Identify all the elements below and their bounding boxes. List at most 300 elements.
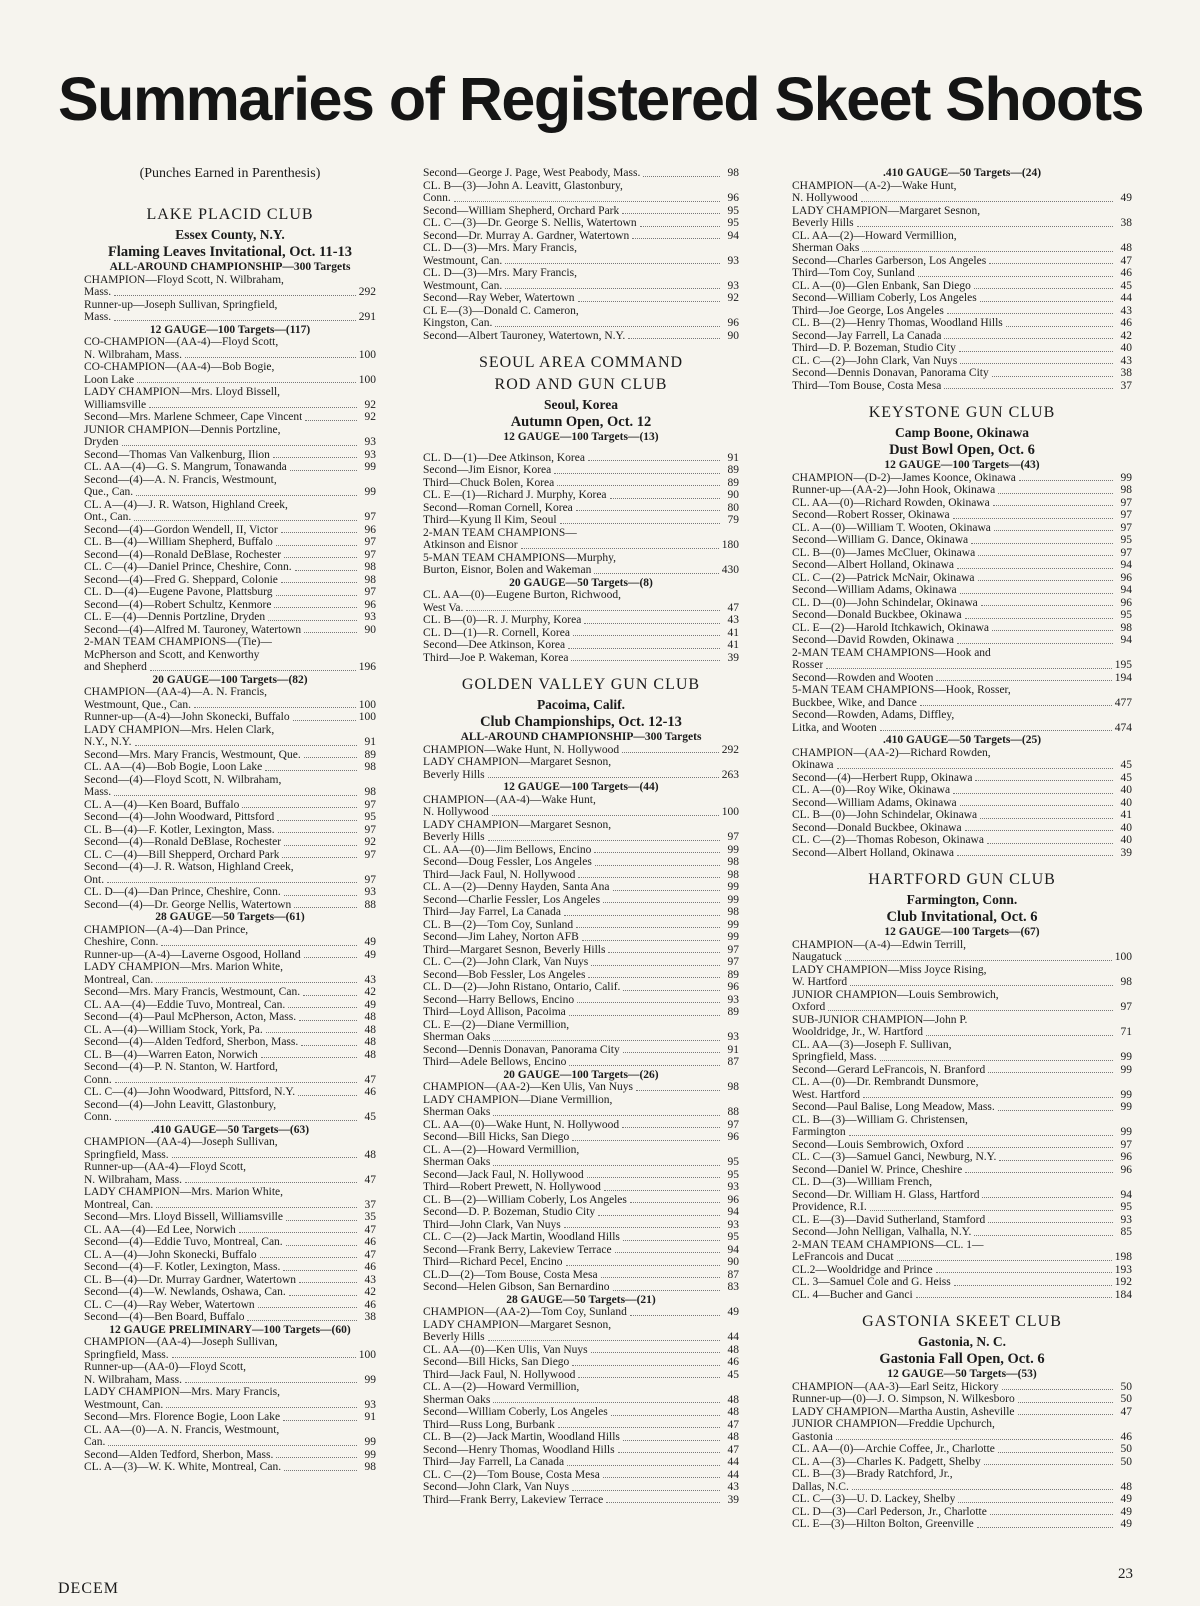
event-heading: .410 GAUGE—50 Targets—(24) (882, 167, 1042, 179)
club-name: GOLDEN VALLEY GUN CLUB (461, 676, 701, 693)
result-text: CL. D—(3)—Mrs. Mary Francis, (423, 267, 577, 279)
result-row (792, 305, 1132, 318)
result-text: LeFrancois and Ducat (792, 1251, 894, 1263)
score: 96 (1120, 1151, 1132, 1163)
result-text: N. Wilbraham, Mass. (84, 1173, 183, 1186)
dot-leader (305, 420, 357, 421)
result-row (84, 561, 376, 574)
result-text: Second—Bob Fessler, Los Angeles (423, 968, 586, 981)
result-text: CL. C—(2)—John Clark, Van Nuys (792, 354, 958, 367)
result-text: Second—(4)—Robert Schultz, Kenmore (84, 598, 272, 611)
dot-leader (897, 1260, 1112, 1261)
result-text: Ont., Can. (84, 511, 132, 523)
dot-leader (114, 295, 356, 296)
score: 97 (727, 943, 739, 956)
result-row (423, 806, 739, 819)
dot-leader (953, 518, 1113, 519)
result-row (423, 869, 739, 882)
score: 99 (727, 931, 739, 943)
result-row (792, 951, 1132, 964)
dot-leader (623, 1240, 720, 1241)
page-number: 23 (1118, 1566, 1133, 1582)
result-text: Third—Margaret Sesnon, Beverly Hills (423, 943, 606, 956)
score: 97 (1120, 509, 1132, 521)
score: 93 (364, 611, 376, 623)
score: 45 (364, 1111, 376, 1123)
result-text: LADY CHAMPION—Mrs. Lloyd Bissell, (84, 386, 281, 398)
dot-leader (936, 680, 1111, 681)
score: 292 (358, 286, 376, 298)
dot-leader (576, 510, 720, 511)
result-row (792, 659, 1132, 672)
result-row (423, 831, 739, 844)
score: 96 (727, 1131, 739, 1143)
result-text: Second—Jim Lahey, Norton AFB (423, 931, 579, 943)
result-text: and Shepherd (84, 661, 147, 673)
result-text: Second—David Rowden, Okinawa (792, 634, 954, 646)
dot-leader (606, 1502, 720, 1503)
result-text: CL. AA—(2)—Howard Vermillion, (792, 229, 957, 242)
result-text: Second—(4)—Eddie Tuvo, Montreal, Can. (84, 1236, 283, 1248)
shoot-title: Autumn Open, Oct. 12 (510, 414, 652, 430)
score: 42 (364, 1286, 376, 1298)
score: 49 (727, 1306, 739, 1318)
dot-leader (643, 176, 720, 177)
result-text: CL. C—(3)—U. D. Lackey, Shelby (792, 1493, 956, 1505)
score: 94 (1120, 1188, 1132, 1201)
dot-leader (505, 263, 720, 264)
result-text: CL. E—(3)—David Sutherland, Stamford (792, 1213, 986, 1226)
result-row (84, 1036, 376, 1049)
result-text: 2-MAN TEAM CHAMPIONS—CL. 1— (792, 1238, 984, 1251)
event-heading: 12 GAUGE—100 Targets—(117) (149, 323, 311, 336)
result-row (792, 1051, 1132, 1064)
result-row (423, 1356, 739, 1369)
dot-leader (918, 276, 1113, 277)
result-row (792, 847, 1132, 860)
result-text: Second—Charles Garberson, Los Angeles (792, 254, 987, 267)
result-text: Second—(4)—Ronald DeBlase, Rochester (84, 548, 282, 561)
score: 93 (364, 886, 376, 898)
result-text: CL. A—(3)—W. K. White, Montreal, Can. (84, 1461, 282, 1473)
dot-leader (862, 251, 1113, 252)
shoot-title: Dust Bowl Open, Oct. 6 (889, 442, 1035, 458)
result-row (84, 936, 376, 949)
dot-leader (960, 805, 1113, 806)
result-text: Second—(4)—John Woodward, Pittsford (84, 811, 275, 823)
result-text: Mass. (84, 311, 112, 323)
result-text: Second—Albert Holland, Okinawa (792, 846, 954, 859)
score: 39 (1120, 846, 1132, 859)
score: 98 (1120, 621, 1132, 634)
score: 48 (727, 1406, 739, 1418)
score: 98 (364, 1461, 376, 1473)
result-row (423, 1456, 739, 1469)
result-text: CL. A—(0)—William T. Wooten, Okinawa (792, 521, 991, 534)
result-text: JUNIOR CHAMPION—Dennis Portzline, (84, 423, 281, 436)
dot-leader (603, 1477, 720, 1478)
result-text: CHAMPION—(AA-2)—Richard Rowden, (792, 746, 991, 759)
result-text: Second—(4)—Dr. George Nellis, Watertown (84, 898, 292, 911)
dot-leader (572, 1140, 720, 1141)
dot-leader (845, 960, 1112, 961)
result-row (792, 342, 1132, 355)
score: 97 (364, 536, 376, 548)
result-row (84, 511, 376, 524)
result-row (792, 522, 1132, 535)
column-1 (84, 164, 376, 1474)
score: 97 (1120, 546, 1132, 559)
score: 35 (364, 1211, 376, 1223)
score: 97 (727, 1118, 739, 1131)
score: 48 (727, 1431, 739, 1443)
score: 89 (727, 1006, 739, 1018)
score: 474 (1114, 721, 1132, 734)
event-heading: 12 GAUGE PRELIMINARY—100 Targets—(60) (109, 1323, 351, 1336)
result-row (84, 611, 376, 624)
result-text: Second—Mrs. Mary Francis, Westmount, Que. (84, 748, 301, 761)
dot-leader (630, 1202, 720, 1203)
result-text: CL.D—(2)—Tom Bouse, Costa Mesa (423, 1268, 598, 1281)
result-row (792, 584, 1132, 597)
score: 95 (364, 811, 376, 823)
result-text: Runner-up—(A-4)—Laverne Osgood, Holland (84, 948, 301, 961)
score: 97 (364, 848, 376, 861)
result-row (84, 986, 376, 999)
dot-leader (954, 1285, 1112, 1286)
score: 37 (1120, 379, 1132, 392)
dot-leader (488, 1340, 720, 1341)
dot-leader (861, 201, 1113, 202)
dot-leader (594, 573, 718, 574)
result-row (423, 280, 739, 293)
score: 46 (364, 1086, 376, 1098)
dot-leader (987, 843, 1113, 844)
score: 99 (364, 1373, 376, 1386)
dot-leader (880, 1060, 1113, 1061)
result-row (84, 1049, 376, 1062)
result-row (423, 1031, 739, 1044)
result-row (423, 255, 739, 268)
result-text: McPherson and Scott, and Kenworthy (84, 648, 260, 661)
result-row (792, 1164, 1132, 1177)
score: 40 (1120, 821, 1132, 834)
score: 99 (1120, 1088, 1132, 1101)
score: 99 (1120, 471, 1132, 484)
result-row (423, 1081, 739, 1094)
result-row (423, 1194, 739, 1207)
result-row (423, 1394, 739, 1407)
result-text: Third—Robert Prewett, N. Hollywood (423, 1181, 601, 1193)
result-text: Second—(4)—Herbert Rupp, Okinawa (792, 771, 973, 784)
result-text: CL. B—(0)—James McCluer, Okinawa (792, 546, 976, 559)
result-text: CHAMPION—Wake Hunt, N. Hollywood (423, 743, 620, 756)
result-row (423, 944, 739, 957)
dot-leader (978, 555, 1113, 556)
dot-leader (604, 1190, 720, 1191)
club-location: Gastonia, N. C. (917, 1334, 1007, 1349)
dot-leader (965, 618, 1113, 619)
dot-leader (623, 990, 720, 991)
score: 97 (1120, 521, 1132, 534)
result-row (84, 461, 376, 474)
result-row (423, 564, 739, 577)
dot-leader (622, 1127, 720, 1128)
result-text: Second—Paul Balise, Long Meadow, Mass. (792, 1101, 995, 1113)
result-row (792, 1226, 1132, 1239)
score: 39 (727, 1493, 739, 1506)
result-row (792, 822, 1132, 835)
result-row (792, 1506, 1132, 1519)
result-row (792, 1276, 1132, 1289)
score: 97 (364, 511, 376, 523)
dot-leader (857, 226, 1113, 227)
result-text: Sherman Oaks (423, 1156, 491, 1168)
dot-leader (149, 407, 357, 408)
dot-leader (623, 1440, 720, 1441)
result-row (423, 1431, 739, 1444)
result-text: Second—Robert Rosser, Okinawa (792, 509, 950, 521)
result-text: CHAMPION—(AA-4)—Joseph Sullivan, (84, 1136, 278, 1148)
dot-leader (1018, 1414, 1113, 1415)
result-row (792, 217, 1132, 230)
score: 40 (1120, 796, 1132, 809)
result-text: CL. B—(0)—R. J. Murphy, Korea (423, 614, 582, 626)
result-row (84, 311, 376, 324)
result-text: CL. C—(4)—Daniel Prince, Cheshire, Conn. (84, 561, 292, 573)
score: 292 (721, 743, 739, 756)
club-name: HARTFORD GUN CLUB (868, 871, 1056, 888)
score: 45 (1120, 759, 1132, 771)
dot-leader (284, 845, 357, 846)
dot-leader (998, 493, 1113, 494)
dot-leader (613, 890, 720, 891)
result-text: Conn. (84, 1111, 112, 1123)
result-text: Can. (84, 1436, 106, 1448)
dot-leader (613, 1290, 720, 1291)
result-text: Oxford (792, 1001, 826, 1013)
score: 90 (727, 1256, 739, 1268)
dot-leader (957, 568, 1113, 569)
dot-leader (588, 977, 720, 978)
score: 43 (727, 614, 739, 626)
dot-leader (114, 320, 356, 321)
score: 93 (364, 436, 376, 448)
score: 93 (727, 1031, 739, 1043)
result-text: CL. E—(1)—Richard J. Murphy, Korea (423, 489, 607, 501)
result-text: SUB-JUNIOR CHAMPION—John P. (792, 1013, 968, 1026)
result-row (423, 217, 739, 230)
result-text: Que., Can. (84, 486, 134, 498)
dot-leader (584, 623, 720, 624)
score: 89 (727, 476, 739, 489)
result-text: Second—Gerard LeFrancois, N. Branford (792, 1063, 986, 1076)
score: 95 (727, 217, 739, 229)
score: 38 (1120, 217, 1132, 229)
dot-leader (982, 1197, 1113, 1198)
result-row (423, 1406, 739, 1419)
result-row (423, 330, 739, 343)
score: 47 (364, 1248, 376, 1261)
result-row (84, 874, 376, 887)
result-row (84, 1024, 376, 1037)
score: 80 (727, 501, 739, 514)
dot-leader (992, 630, 1113, 631)
result-text: Second—(4)—F. Kotler, Lexington, Mass. (84, 1261, 281, 1273)
score: 99 (1120, 1063, 1132, 1076)
score: 97 (364, 823, 376, 836)
event-heading: 12 GAUGE—100 Targets—(44) (503, 781, 659, 793)
result-text: LADY CHAMPION—Margaret Sesnon, (423, 1318, 612, 1331)
result-text: Litka, and Wooten (792, 721, 877, 734)
dot-leader (926, 1035, 1113, 1036)
result-text: Third—Adele Bellows, Encino (423, 1056, 567, 1068)
dot-leader (488, 840, 720, 841)
result-text: Second—Ray Weber, Watertown (423, 292, 575, 304)
result-text: Second—William Coberly, Los Angeles (792, 292, 977, 304)
score: 46 (364, 1236, 376, 1248)
dot-leader (566, 1265, 720, 1266)
result-row (84, 599, 376, 612)
punches-note: (Punches Earned in Parenthesis) (139, 166, 321, 181)
result-text: CL. A—(2)—Denny Hayden, Santa Ana (423, 881, 610, 893)
club-name: GASTONIA SKEET CLUB (862, 1313, 1062, 1330)
score: 94 (727, 229, 739, 242)
event-heading: 12 GAUGE—50 Targets—(53) (887, 1368, 1037, 1380)
dot-leader (247, 1320, 357, 1321)
result-text: Mass. (84, 286, 112, 298)
result-row (84, 536, 376, 549)
dot-leader (276, 545, 357, 546)
result-row (423, 639, 739, 652)
score: 97 (727, 831, 739, 843)
result-text: CL. AA—(4)—Ed Lee, Norwich (84, 1223, 236, 1236)
score: 94 (1120, 559, 1132, 571)
result-row (84, 761, 376, 774)
score: 184 (1114, 1288, 1132, 1301)
result-text: Conn. (423, 192, 451, 204)
score: 89 (727, 968, 739, 981)
result-text: Beverly Hills (423, 1331, 485, 1343)
score: 43 (364, 1273, 376, 1286)
result-row (423, 1156, 739, 1169)
result-text: CL. B—(2)—Tom Coy, Sunland (423, 918, 574, 931)
result-text: CL. C—(2)—John Clark, Van Nuys (423, 956, 589, 968)
dot-leader (282, 857, 357, 858)
dot-leader (274, 607, 357, 608)
result-text: Third—D. P. Bozeman, Studio City (792, 342, 956, 354)
result-text: LADY CHAMPION—Mrs. Marion White, (84, 1186, 284, 1198)
score: 98 (727, 856, 739, 868)
dot-leader (493, 1402, 720, 1403)
score: 94 (1120, 584, 1132, 596)
dot-leader (984, 1464, 1113, 1465)
dot-leader (304, 632, 357, 633)
score: 40 (1120, 834, 1132, 846)
result-text: Second—(4)—Fred G. Sheppard, Colonie (84, 573, 278, 586)
result-text: Second—(4)—John Leavitt, Glastonbury, (84, 1098, 277, 1111)
result-row (423, 1419, 739, 1432)
result-row (792, 772, 1132, 785)
dot-leader (114, 795, 357, 796)
result-row (792, 1139, 1132, 1152)
score: 93 (727, 1218, 739, 1231)
result-row (423, 614, 739, 627)
score: 97 (364, 548, 376, 561)
score: 99 (1120, 1126, 1132, 1138)
score: 96 (1120, 571, 1132, 584)
score: 98 (364, 573, 376, 586)
result-row (792, 1101, 1132, 1114)
dot-leader (568, 648, 720, 649)
score: 99 (727, 843, 739, 856)
result-text: Runner-up—(AA-4)—Floyd Scott, (84, 1161, 247, 1173)
result-text: Beverly Hills (423, 831, 485, 843)
result-row (84, 886, 376, 899)
result-text: CHAMPION—(A-4)—Dan Prince, (84, 923, 249, 936)
score: 91 (364, 1411, 376, 1423)
score: 99 (1120, 1101, 1132, 1113)
result-text: CL. A—(0)—Glen Enbank, San Diego (792, 279, 971, 292)
dot-leader (277, 820, 357, 821)
result-row (84, 1374, 376, 1387)
result-text: CL.2—Wooldridge and Prince (792, 1263, 933, 1276)
result-row (792, 697, 1132, 710)
dot-leader (495, 326, 720, 327)
result-row (792, 367, 1132, 380)
result-text: Second—(4)—Alfred M. Tauroney, Watertown (84, 623, 302, 636)
dot-leader (588, 460, 720, 461)
dot-leader (959, 351, 1113, 352)
result-row (423, 292, 739, 305)
result-row (84, 974, 376, 987)
result-row (84, 1461, 376, 1474)
result-row (423, 1494, 739, 1507)
score: 79 (727, 514, 739, 526)
dot-leader (567, 1465, 720, 1466)
score: 430 (721, 564, 739, 576)
score: 89 (727, 464, 739, 476)
club-location: Camp Boone, Okinawa (895, 425, 1029, 440)
result-text: CL. B—(4)—William Shepherd, Buffalo (84, 536, 273, 548)
score: 97 (727, 956, 739, 968)
score: 95 (1120, 1201, 1132, 1213)
dot-leader (573, 635, 720, 636)
result-text: Second—Albert Holland, Okinawa (792, 559, 954, 571)
result-text: Third—Tom Bouse, Costa Mesa (792, 379, 942, 392)
club-location: Pacoima, Calif. (536, 697, 626, 712)
dot-leader (286, 1220, 357, 1221)
result-text: LADY CHAMPION—Margaret Sesnon, (423, 818, 612, 831)
result-row (423, 627, 739, 640)
dot-leader (107, 882, 357, 883)
dot-leader (521, 548, 719, 549)
dot-leader (953, 793, 1113, 794)
score: 98 (364, 786, 376, 798)
result-row (792, 1026, 1132, 1039)
score: 96 (1120, 596, 1132, 609)
result-row (84, 1286, 376, 1299)
result-row (423, 477, 739, 490)
result-text: CL. E—(2)—Diane Vermillion, (423, 1018, 570, 1031)
score: 98 (727, 1081, 739, 1093)
event-heading: ALL-AROUND CHAMPIONSHIP—300 Targets (109, 261, 351, 273)
result-text: Williamsville (84, 398, 147, 411)
result-text: CL. B—(3)—William G. Christensen, (792, 1113, 968, 1126)
result-row (792, 1214, 1132, 1227)
result-row (423, 230, 739, 243)
dot-leader (283, 1270, 357, 1271)
